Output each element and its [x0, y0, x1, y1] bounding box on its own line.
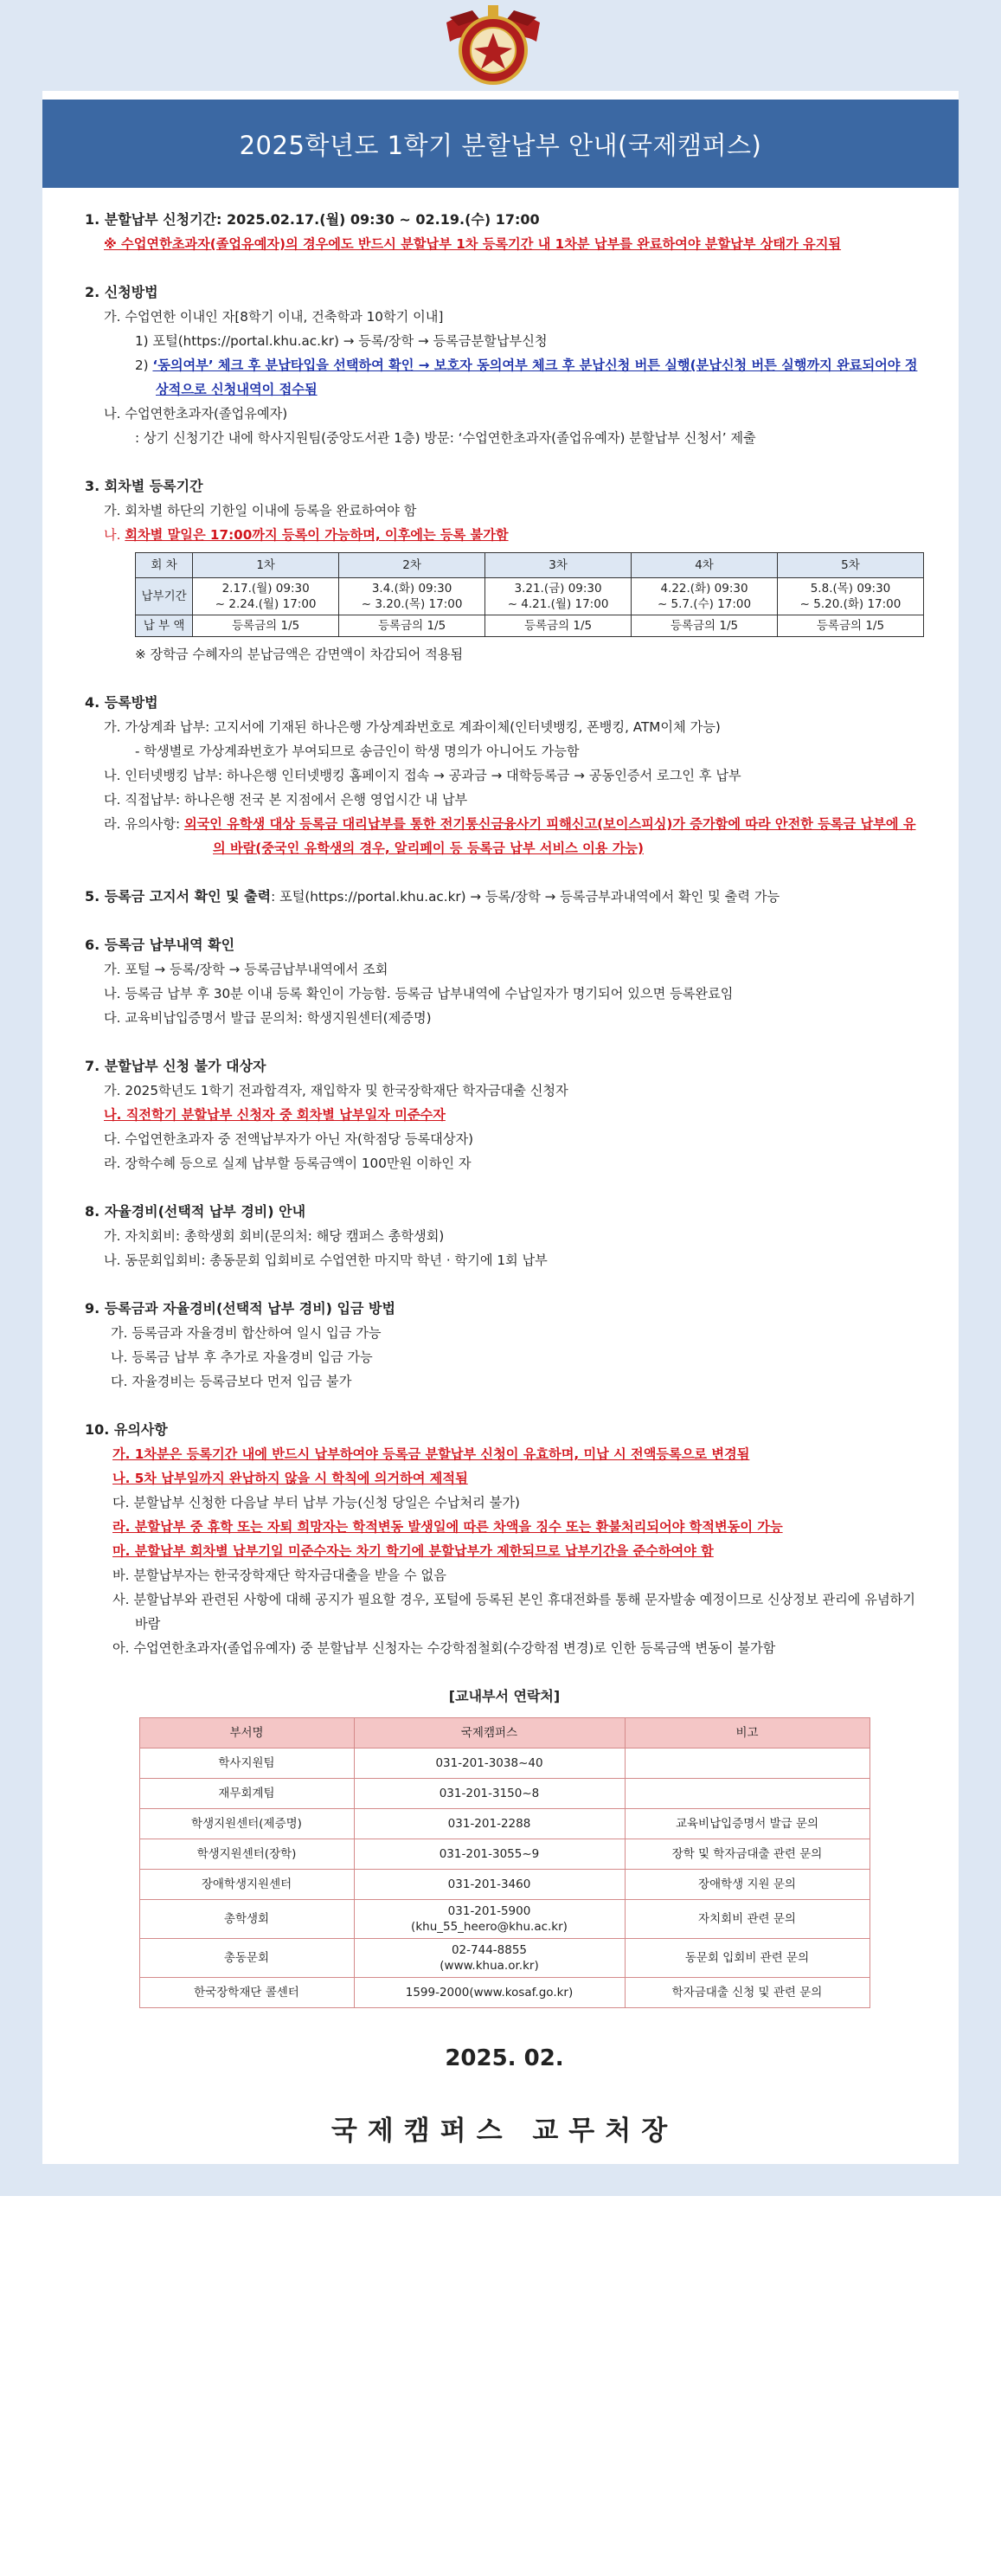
issuing-office: 국제캠퍼스 교무처장: [330, 2116, 678, 2147]
table-header: 부서명: [139, 1718, 354, 1748]
table-row: 총학생회 031-201-5900 (khu_55_heero@khu.ac.kr) 자치회비 관련 문의: [139, 1900, 869, 1939]
table-row: 학사지원팀 031-201-3038~40: [139, 1748, 869, 1779]
section-heading: 8. 자율경비(선택적 납부 경비) 안내: [85, 1203, 306, 1220]
table-row: [136, 578, 924, 615]
warning-note: 외국인 유학생 대상 등록금 대리납부를 통한 전기통신금융사기 피해신고(보이스피싱)가 증가함에 따라 안전한 등록금 납부에 유의 바람(중국인 유학생의 경우, 알리페이 등 등록금 납부 서비스 이용 가능): [183, 816, 916, 856]
table-cell: 등록금의 1/5: [777, 615, 923, 637]
list-item: 라. 장학수혜 등으로 실제 납부할 등록금액이 100만원 이하인 자: [104, 1156, 472, 1171]
list-item: 나. 수업연한초과자(졸업유예자): [104, 406, 288, 422]
table-header: 3차: [485, 553, 632, 578]
list-item: 다. 직접납부: 하나은행 전국 본 지점에서 은행 영업시간 내 납부: [104, 792, 468, 808]
list-item: 다. 분할납부 신청한 다음날 부터 납부 가능(신청 당일은 수납처리 불가): [112, 1495, 520, 1510]
table-header: 비고: [625, 1718, 869, 1748]
table-cell: 3.4.(화) 09:30 ~ 3.20.(목) 17:00: [339, 578, 485, 615]
list-item: 가. 가상계좌 납부: 고지서에 기재된 하나은행 가상계좌번호로 계좌이체(인터넷뱅킹, 폰뱅킹, ATM이체 가능): [104, 719, 721, 735]
table-row: 총동문회 02-744-8855 (www.khua.or.kr) 동문회 입회비 관련 문의: [139, 1939, 869, 1978]
list-item: : 상기 신청기간 내에 학사지원팀(중앙도서관 1층) 방문: ‘수업연한초과자(졸업유예자) 분할납부 신청서’ 제출: [135, 430, 756, 446]
table-cell: 4.22.(화) 09:30 ~ 5.7.(수) 17:00: [632, 578, 778, 615]
row-label: 납 부 액: [136, 615, 193, 637]
section-payment-method: [85, 691, 924, 860]
section-heading: 6. 등록금 납부내역 확인: [85, 937, 235, 953]
list-item: 가. 포털 → 등록/장학 → 등록금납부내역에서 조회: [104, 962, 388, 977]
list-item: 나. 5차 납부일까지 완납하지 않을 시 학칙에 의거하여 제적됨: [112, 1471, 468, 1486]
table-header: 회 차: [136, 553, 193, 578]
blue-emphasis: ‘동의여부’ 체크 후 분납타입을 선택하여 확인 → 보호자 동의여부 체크 후 분납신청 버튼 실행(분납신청 버튼 실행까지 완료되어야 정상적으로 신청내역이 접수됨: [152, 357, 918, 397]
list-item: 가. 수업연한 이내인 자[8학기 이내, 건축학과 10학기 이내]: [104, 309, 444, 325]
warning-note: 회차별 말일은 17:00까지 등록이 가능하며, 이후에는 등록 불가함: [125, 527, 509, 543]
notice-date: 2025. 02.: [445, 2045, 564, 2071]
note: ※ 장학금 수혜자의 분납금액은 감면액이 차감되어 적용됨: [135, 647, 464, 662]
section-optional-fees: [85, 1200, 924, 1272]
list-item: 가. 자치회비: 총학생회 회비(문의처: 해당 캠퍼스 총학생회): [104, 1228, 445, 1244]
section-heading: 7. 분할납부 신청 불가 대상자: [85, 1058, 266, 1074]
table-header: 1차: [193, 553, 339, 578]
section-heading: 1. 분할납부 신청기간: 2025.02.17.(월) 09:30 ~ 02.19.(수) 17:00: [85, 211, 540, 228]
section-heading: 10. 유의사항: [85, 1421, 168, 1438]
table-row: 학생지원센터(제증명) 031-201-2288 교육비납입증명서 발급 문의: [139, 1809, 869, 1839]
notice-body: [85, 208, 924, 2147]
table-cell: 등록금의 1/5: [339, 615, 485, 637]
section-payment-check: [85, 933, 924, 1030]
section-invoice: [85, 885, 924, 909]
section-registration-schedule: [85, 474, 924, 667]
list-item: 마. 분할납부 회차별 납부기일 미준수자는 차기 학기에 분할납부가 제한되므로 납부기간을 준수하여야 함: [112, 1543, 714, 1559]
contact-table: [139, 1717, 870, 2008]
list-item: 라. 분할납부 중 휴학 또는 자퇴 희망자는 학적변동 발생일에 따른 차액을 징수 또는 환불처리되어야 학적변동이 가능: [112, 1519, 783, 1535]
list-item: 바. 분할납부자는 한국장학재단 학자금대출을 받을 수 없음: [112, 1568, 446, 1583]
table-row: 한국장학재단 콜센터 1599-2000(www.kosaf.go.kr) 학자금대출 신청 및 관련 문의: [139, 1978, 869, 2008]
section-heading: 3. 회차별 등록기간: [85, 478, 203, 494]
list-item: 가. 1차분은 등록기간 내에 반드시 납부하여야 등록금 분할납부 신청이 유효하며, 미납 시 전액등록으로 변경됨: [112, 1446, 750, 1462]
section-ineligible: [85, 1054, 924, 1175]
list-item: 다. 자율경비는 등록금보다 먼저 입금 불가: [111, 1374, 352, 1389]
list-item: 사. 분할납부와 관련된 사항에 대해 공지가 필요할 경우, 포털에 등록된 본인 휴대전화를 통해 문자발송 예정이므로 신상정보 관리에 유념하기 바람: [112, 1592, 915, 1632]
table-row: 재무회계팀 031-201-3150~8: [139, 1779, 869, 1809]
table-row: 장애학생지원센터 031-201-3460 장애학생 지원 문의: [139, 1870, 869, 1900]
table-header: 2차: [339, 553, 485, 578]
table-header: 4차: [632, 553, 778, 578]
list-item: 다. 교육비납입증명서 발급 문의처: 학생지원센터(제증명): [104, 1010, 432, 1026]
table-cell: 등록금의 1/5: [632, 615, 778, 637]
list-item: 2) ‘동의여부’ 체크 후 분납타입을 선택하여 확인 → 보호자 동의여부 체크 후 분납신청 버튼 실행(분납신청 버튼 실행까지 완료되어야 정상적으로 신청내역이 접수됨: [135, 357, 918, 397]
warning-note: ※ 수업연한초과자(졸업유예자)의 경우에도 반드시 분할납부 1차 등록기간 내 1차분 납부를 완료하여야 분할납부 상태가 유지됨: [104, 236, 842, 252]
table-header: 5차: [777, 553, 923, 578]
list-item: 1) 포털(https://portal.khu.ac.kr) → 등록/장학 → 등록금분할납부신청: [135, 333, 548, 349]
section-heading: 2. 신청방법: [85, 284, 158, 300]
table-header: 국제캠퍼스: [354, 1718, 625, 1748]
table-cell: 3.21.(금) 09:30 ~ 4.21.(월) 17:00: [485, 578, 632, 615]
title-banner: [42, 100, 959, 188]
table-row: [136, 615, 924, 637]
table-row: 학생지원센터(장학) 031-201-3055~9 장학 및 학자금대출 관련 문의: [139, 1839, 869, 1870]
list-item: 라. 유의사항: 외국인 유학생 대상 등록금 대리납부를 통한 전기통신금융사기 피해신고(보이스피싱)가 증가함에 따라 안전한 등록금 납부에 유의 바람(중국인 유학생의 경우, 알리페이 등 등록금 납부 서비스 이용 가능): [104, 816, 916, 856]
list-item: 다. 수업연한초과자 중 전액납부자가 아닌 자(학점당 등록대상자): [104, 1131, 474, 1147]
section-application-method: [85, 280, 924, 450]
contact-table-title: [교내부서 연락처]: [448, 1688, 561, 1704]
section-heading: 4. 등록방법: [85, 694, 158, 711]
table-cell: 등록금의 1/5: [193, 615, 339, 637]
list-item: 아. 수업연한초과자(졸업유예자) 중 분할납부 신청자는 수강학점철회(수강학점 변경)로 인한 등록금액 변동이 불가함: [112, 1640, 776, 1656]
list-item: 나. 회차별 말일은 17:00까지 등록이 가능하며, 이후에는 등록 불가함: [104, 527, 509, 543]
table-cell: 5.8.(목) 09:30 ~ 5.20.(화) 17:00: [777, 578, 923, 615]
list-item: 가. 2025학년도 1학기 전과합격자, 재입학자 및 한국장학재단 학자금대출 신청자: [104, 1083, 568, 1098]
list-item: 가. 등록금과 자율경비 합산하여 일시 입금 가능: [111, 1325, 382, 1341]
list-item: 나. 직전학기 분할납부 신청자 중 회차별 납부일자 미준수자: [104, 1107, 446, 1123]
section-application-period: [85, 208, 924, 256]
section-heading: 5. 등록금 고지서 확인 및 출력: [85, 888, 272, 905]
schedule-table: [135, 552, 924, 637]
section-precautions: [85, 1418, 924, 1660]
section-heading: 9. 등록금과 자율경비(선택적 납부 경비) 입금 방법: [85, 1300, 395, 1317]
list-item: - 학생별로 가상계좌번호가 부여되므로 송금인이 학생 명의가 아니어도 가능함: [135, 744, 580, 759]
list-item: 나. 등록금 납부 후 추가로 자율경비 입금 가능: [111, 1349, 373, 1365]
table-cell: 등록금의 1/5: [485, 615, 632, 637]
list-item: 나. 등록금 납부 후 30분 이내 등록 확인이 가능함. 등록금 납부내역에 수납일자가 명기되어 있으면 등록완료임: [104, 986, 734, 1001]
university-emblem-icon: [438, 5, 549, 92]
page-title: 2025학년도 1학기 분할납부 안내(국제캠퍼스): [239, 130, 762, 160]
table-cell: 2.17.(월) 09:30 ~ 2.24.(월) 17:00: [193, 578, 339, 615]
list-item: 나. 동문회입회비: 총동문회 입회비로 수업연한 마지막 학년 · 학기에 1회 납부: [104, 1253, 548, 1268]
section-text: : 포털(https://portal.khu.ac.kr) → 등록/장학 → 등록금부과내역에서 확인 및 출력 가능: [271, 889, 780, 905]
notice-card: [42, 91, 959, 2164]
list-item: 가. 회차별 하단의 기한일 이내에 등록을 완료하여야 함: [104, 503, 417, 518]
row-label: 납부기간: [136, 578, 193, 615]
list-item: 나. 인터넷뱅킹 납부: 하나은행 인터넷뱅킹 홈페이지 접속 → 공과금 → 대학등록금 → 공동인증서 로그인 후 납부: [104, 768, 741, 783]
section-deposit-method: [85, 1297, 924, 1394]
